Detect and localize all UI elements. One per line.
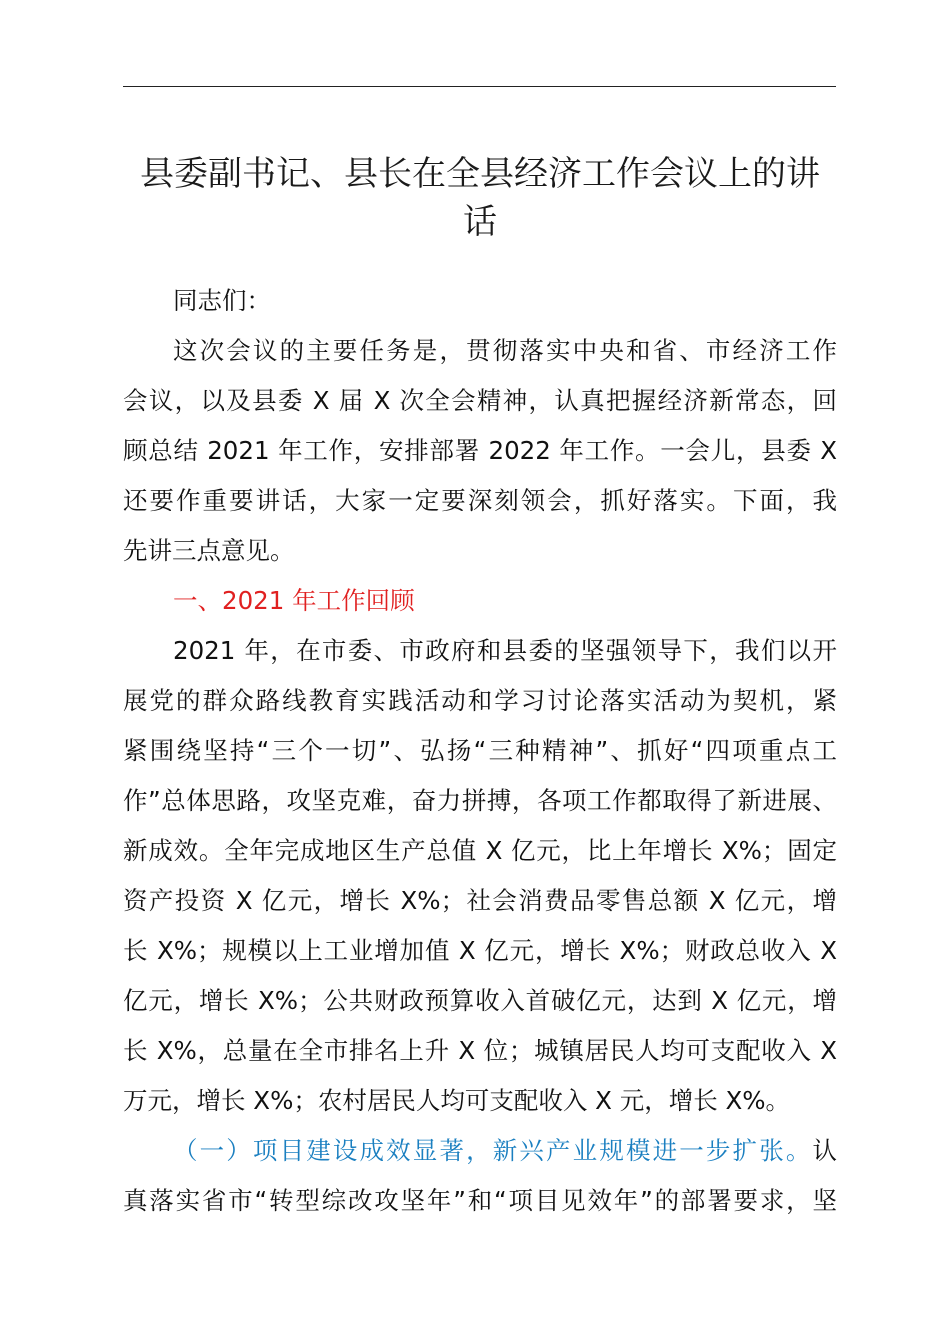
subsection-lead-text: 认 bbox=[812, 1136, 837, 1165]
paragraph-line: 资产投资 X 亿元，增长 X%；社会消费品零售总额 X 亿元，增 bbox=[123, 886, 837, 915]
title-line-2: 话 bbox=[463, 202, 497, 242]
paragraph-line: 会议，以及县委 X 届 X 次全会精神，认真把握经济新常态，回 bbox=[123, 386, 837, 415]
subsection-line bbox=[123, 1126, 837, 1176]
paragraph-line: 新成效。全年完成地区生产总值 X 亿元，比上年增长 X%；固定 bbox=[123, 836, 837, 865]
document-body bbox=[123, 276, 837, 1226]
title-line-1: 县委副书记、县长在全县经济工作会议上的讲 bbox=[140, 154, 820, 194]
section-heading: 一、2021 年工作回顾 bbox=[173, 586, 415, 615]
paragraph-line: 长 X%，总量在全市排名上升 X 位；城镇居民人均可支配收入 X bbox=[123, 1036, 837, 1065]
paragraph-line: 这次会议的主要任务是，贯彻落实中央和省、市经济工作 bbox=[173, 336, 837, 365]
salutation: 同志们： bbox=[173, 286, 271, 315]
subsection-heading: （一）项目建设成效显著，新兴产业规模进一步扩张。 bbox=[173, 1136, 813, 1165]
header-rule bbox=[123, 86, 836, 87]
paragraph-line: 万元，增长 X%；农村居民人均可支配收入 X 元，增长 X%。 bbox=[123, 1086, 791, 1115]
paragraph-line: 紧围绕坚持“三个一切”、弘扬“三种精神”、抓好“四项重点工 bbox=[123, 736, 837, 765]
document-title bbox=[110, 150, 850, 246]
paragraph-line: 还要作重要讲话，大家一定要深刻领会，抓好落实。下面，我 bbox=[123, 486, 837, 515]
paragraph-line: 长 X%；规模以上工业增加值 X 亿元，增长 X%；财政总收入 X bbox=[123, 936, 837, 965]
paragraph-line: 2021 年，在市委、市政府和县委的坚强领导下，我们以开 bbox=[173, 636, 837, 665]
paragraph-line: 顾总结 2021 年工作，安排部署 2022 年工作。一会儿，县委 X bbox=[123, 436, 837, 465]
paragraph-line: 展党的群众路线教育实践活动和学习讨论落实活动为契机，紧 bbox=[123, 686, 837, 715]
paragraph-line: 真落实省市“转型综改攻坚年”和“项目见效年”的部署要求，坚 bbox=[123, 1186, 837, 1215]
paragraph-line: 作”总体思路，攻坚克难，奋力拼搏，各项工作都取得了新进展、 bbox=[123, 786, 837, 815]
paragraph-line: 亿元，增长 X%；公共财政预算收入首破亿元，达到 X 亿元，增 bbox=[123, 986, 837, 1015]
paragraph-line: 先讲三点意见。 bbox=[123, 536, 295, 565]
